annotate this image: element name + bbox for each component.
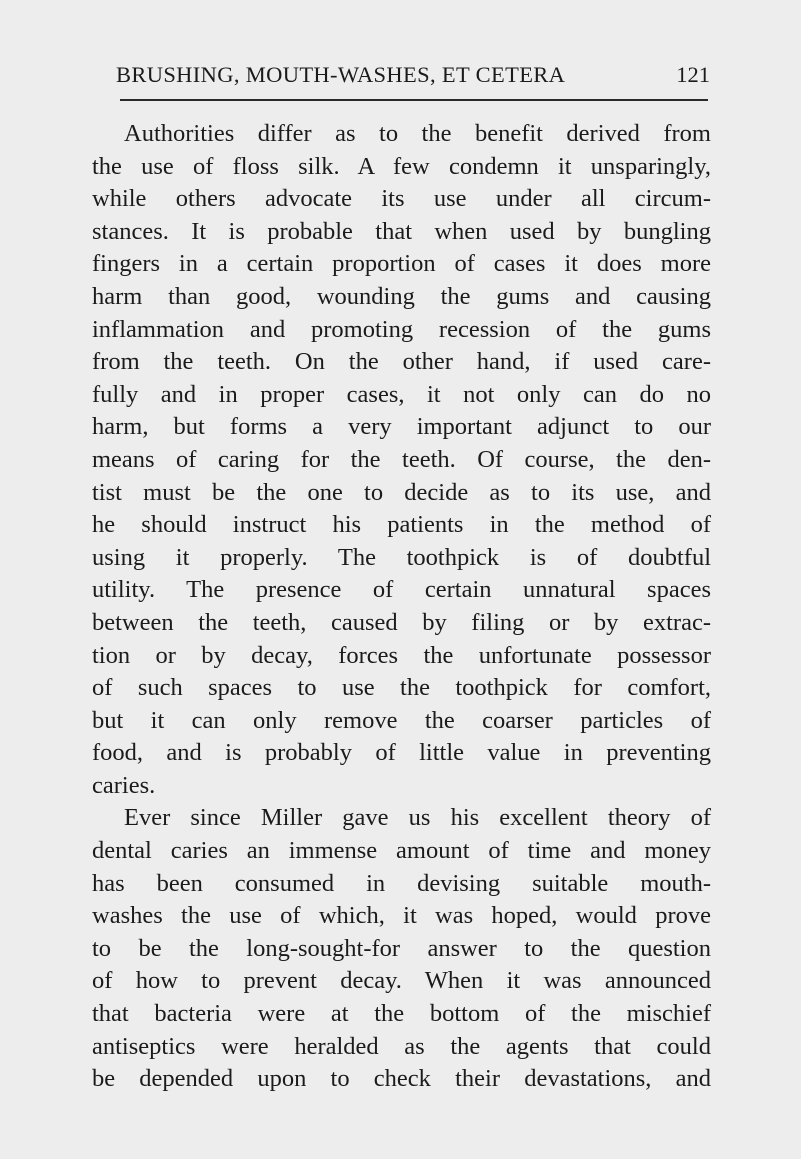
- paragraph-mouth-washes: [92, 802, 711, 1095]
- text-line: the use of floss silk. A few condemn it unsparingly,: [92, 152, 711, 180]
- text-line: harm, but forms a very important adjunct to our: [92, 413, 711, 441]
- text-line: washes the use of which, it was hoped, would prove: [92, 902, 711, 930]
- text-line: fully and in proper cases, it not only can do no: [92, 380, 711, 408]
- text-line: to be the long-sought-for answer to the question: [92, 934, 711, 962]
- paragraph-floss-silk: [92, 118, 711, 802]
- text-line: caries.: [92, 771, 156, 799]
- text-line: using it properly. The toothpick is of doubtful: [92, 543, 711, 571]
- text-line: of such spaces to use the toothpick for comfort,: [92, 674, 711, 702]
- text-line: Authorities differ as to the benefit derived from: [124, 120, 711, 147]
- running-head-title: BRUSHING, MOUTH-WASHES, ET CETERA: [116, 62, 566, 87]
- text-line: Ever since Miller gave us his excellent theory of: [124, 804, 711, 832]
- text-line: means of caring for the teeth. Of course, the den-: [92, 445, 711, 473]
- text-line: stances. It is probable that when used by bungling: [92, 217, 711, 245]
- text-line: of how to prevent decay. When it was announced: [92, 967, 711, 995]
- body-text: [92, 118, 711, 1096]
- text-line: he should instruct his patients in the method of: [92, 511, 711, 539]
- text-line: be depended upon to check their devastations, and: [92, 1065, 711, 1093]
- text-line: tion or by decay, forces the unfortunate possessor: [92, 641, 711, 669]
- text-line: antiseptics were heralded as the agents that could: [92, 1032, 711, 1060]
- text-line: food, and is probably of little value in preventing: [92, 739, 711, 767]
- text-line: has been consumed in devising suitable mouth-: [92, 869, 711, 897]
- text-line: while others advocate its use under all circum-: [92, 185, 711, 213]
- running-head: [110, 60, 710, 94]
- text-line: from the teeth. On the other hand, if used care-: [92, 348, 711, 376]
- text-line: that bacteria were at the bottom of the mischief: [92, 1000, 711, 1028]
- text-line: tist must be the one to decide as to its use, and: [92, 478, 711, 506]
- text-line: harm than good, wounding the gums and causing: [92, 282, 711, 310]
- text-line: between the teeth, caused by filing or by extrac-: [92, 608, 711, 636]
- text-line: fingers in a certain proportion of cases it does more: [92, 250, 711, 278]
- header-rule: [120, 99, 708, 101]
- text-line: utility. The presence of certain unnatural spaces: [92, 576, 711, 604]
- text-line: dental caries an immense amount of time and money: [92, 837, 711, 865]
- page-number: 121: [676, 62, 710, 87]
- text-line: inflammation and promoting recession of the gums: [92, 315, 711, 343]
- text-line: but it can only remove the coarser particles of: [92, 706, 711, 734]
